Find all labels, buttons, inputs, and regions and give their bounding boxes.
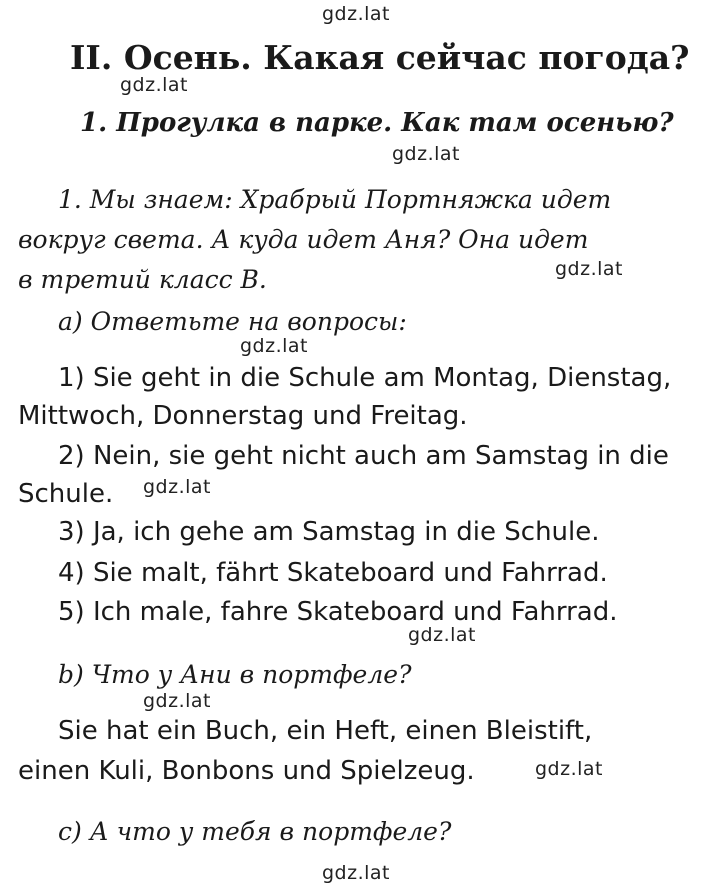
answer-line: Schule. xyxy=(18,479,114,509)
answer-line: 3) Ja, ich gehe am Samstag in die Schule. xyxy=(58,517,600,547)
watermark: gdz.lat xyxy=(322,862,391,884)
chapter-title: II. Осень. Какая сейчас погода? xyxy=(70,38,690,77)
task-c-heading: c) А что у тебя в портфеле? xyxy=(58,817,452,846)
section-title: 1. Прогулка в парке. Как там осенью? xyxy=(80,108,674,138)
task-a-heading: а) Ответьте на вопросы: xyxy=(58,307,407,336)
watermark: gdz.lat xyxy=(143,476,212,498)
answer-line: 5) Ich male, fahre Skateboard und Fahrrad. xyxy=(58,597,618,627)
answer-line: Mittwoch, Donnerstag und Freitag. xyxy=(18,401,468,431)
watermark: gdz.lat xyxy=(535,758,604,780)
answer-line: 4) Sie malt, fährt Skateboard und Fahrrad. xyxy=(58,558,608,588)
watermark: gdz.lat xyxy=(240,335,309,357)
watermark: gdz.lat xyxy=(120,74,189,96)
watermark: gdz.lat xyxy=(408,624,477,646)
watermark: gdz.lat xyxy=(392,143,461,165)
intro-line: вокруг света. А куда идет Аня? Она идет xyxy=(18,225,589,254)
answer-line: 2) Nein, sie geht nicht auch am Samstag in die xyxy=(58,441,669,471)
intro-line: 1. Мы знаем: Храбрый Портняжка идет xyxy=(58,185,612,214)
intro-line: в третий класс В. xyxy=(18,265,267,294)
watermark: gdz.lat xyxy=(555,258,624,280)
answer-line: einen Kuli, Bonbons und Spielzeug. xyxy=(18,756,475,786)
watermark: gdz.lat xyxy=(322,3,391,25)
answer-line: 1) Sie geht in die Schule am Montag, Dienstag, xyxy=(58,363,672,393)
task-b-heading: b) Что у Ани в портфеле? xyxy=(58,660,412,689)
answer-line: Sie hat ein Buch, ein Heft, einen Bleistift, xyxy=(58,716,593,746)
watermark: gdz.lat xyxy=(143,690,212,712)
